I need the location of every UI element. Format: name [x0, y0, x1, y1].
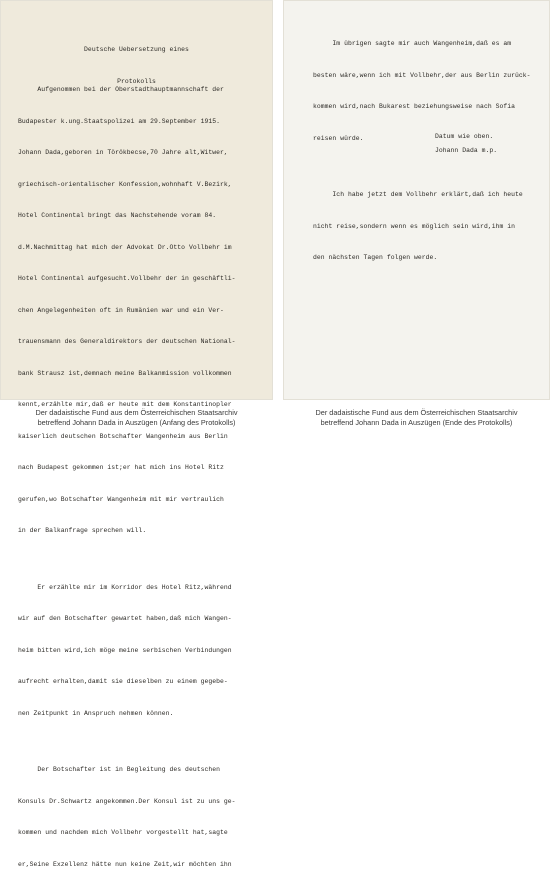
closing-date-line: Datum wie oben. — [435, 133, 494, 140]
text-line: bank Strausz ist,demnach meine Balkanmission vollkommen — [18, 369, 232, 377]
text-line: griechisch-orientalischer Konfession,wohnhaft V.Bezirk, — [18, 180, 232, 188]
protocol-body-end — [313, 18, 531, 285]
text-line: trauensmann des Generaldirektors der deutschen National- — [18, 338, 236, 345]
text-line: Der Botschafter ist in Begleitung des deutschen — [18, 766, 221, 773]
text-line: aufrecht erhalten,damit sie dieselben zu einem gegebe- — [18, 678, 228, 685]
text-line: chen Angelegenheiten oft in Rumänien war und ein Ver- — [18, 306, 224, 314]
text-line: kaiserlich deutschen Botschafter Wangenheim aus Berlin — [18, 432, 228, 440]
text-line: Im übrigen sagte mir auch Wangenheim,daß es am — [313, 40, 512, 47]
paragraph-gap — [313, 165, 531, 169]
text-line: reisen würde. — [313, 134, 364, 142]
text-line: Ich habe jetzt dem Vollbehr erklärt,daß ich heute — [313, 191, 523, 198]
text-line: den nächsten Tagen folgen werde. — [313, 254, 438, 261]
text-line: Hotel Continental bringt das Nachstehende voram 84. — [18, 212, 217, 219]
text-line: Johann Dada,geboren in Törökbecse,70 Jahre alt,Witwer, — [18, 149, 228, 156]
title-line: Deutsche Uebersetzung eines — [84, 46, 189, 53]
text-line: Er erzählte mir im Korridor des Hotel Ritz,während — [18, 583, 232, 591]
text-line: nicht reise,sondern wenn es möglich sein wird,ihm in — [313, 222, 516, 230]
caption-line: Der dadaistische Fund aus dem Österreichischen Staatsarchiv — [35, 408, 238, 417]
caption-line: betreffend Johann Dada in Auszügen (Ende des Protokolls) — [320, 418, 513, 427]
text-line: in der Balkanfrage sprechen will. — [18, 527, 147, 534]
text-line: Konsuls Dr.Schwartz angekommen.Der Konsul ist zu uns ge- — [18, 797, 236, 805]
text-line: gerufen,wo Botschafter Wangenheim mit mir vertraulich — [18, 495, 224, 503]
text-line: d.M.Nachmittag hat mich der Advokat Dr.Otto Vollbehr im — [18, 243, 232, 251]
caption-line: betreffend Johann Dada in Auszügen (Anfang des Protokolls) — [37, 418, 236, 427]
paragraph-gap — [18, 740, 236, 744]
text-line: nen Zeitpunkt in Anspruch nehmen können. — [18, 709, 174, 717]
text-line: nach Budapest gekommen ist;er hat mich ins Hotel Ritz — [18, 464, 224, 471]
protocol-body-start — [18, 64, 236, 891]
text-line: wir auf den Botschafter gewartet haben,daß mich Wangen- — [18, 615, 232, 622]
caption-start — [0, 408, 273, 428]
signature-line: Johann Dada m.p. — [435, 147, 498, 154]
text-line: Budapester k.ung.Staatspolizei am 29.September 1915. — [18, 117, 221, 125]
text-line: Hotel Continental aufgesucht.Vollbehr der in geschäftli- — [18, 275, 236, 282]
caption-end — [283, 408, 550, 428]
text-line: kommen wird,nach Bukarest beziehungsweise nach Sofia — [313, 103, 516, 110]
paragraph-gap — [18, 558, 236, 562]
protocol-page-end — [283, 0, 550, 400]
caption-line: Der dadaistische Fund aus dem Österreichischen Staatsarchiv — [315, 408, 518, 417]
title-line: Protokolls — [117, 77, 156, 85]
text-line: besten wäre,wenn ich mit Vollbehr,der aus Berlin zurück- — [313, 71, 531, 79]
text-line: er,Seine Exzellenz hätte nun keine Zeit,wir möchten ihn — [18, 860, 232, 868]
text-line: heim bitten wird,ich möge meine serbischen Verbindungen — [18, 646, 232, 654]
text-line: kennt,erzählte mir,daß er heute mit dem Konstantinopler — [18, 401, 232, 408]
text-line: Aufgenommen bei der Oberstadthauptmannschaft der — [18, 86, 224, 93]
text-line: kommen und nachdem mich Vollbehr vorgestellt hat,sagte — [18, 829, 228, 836]
